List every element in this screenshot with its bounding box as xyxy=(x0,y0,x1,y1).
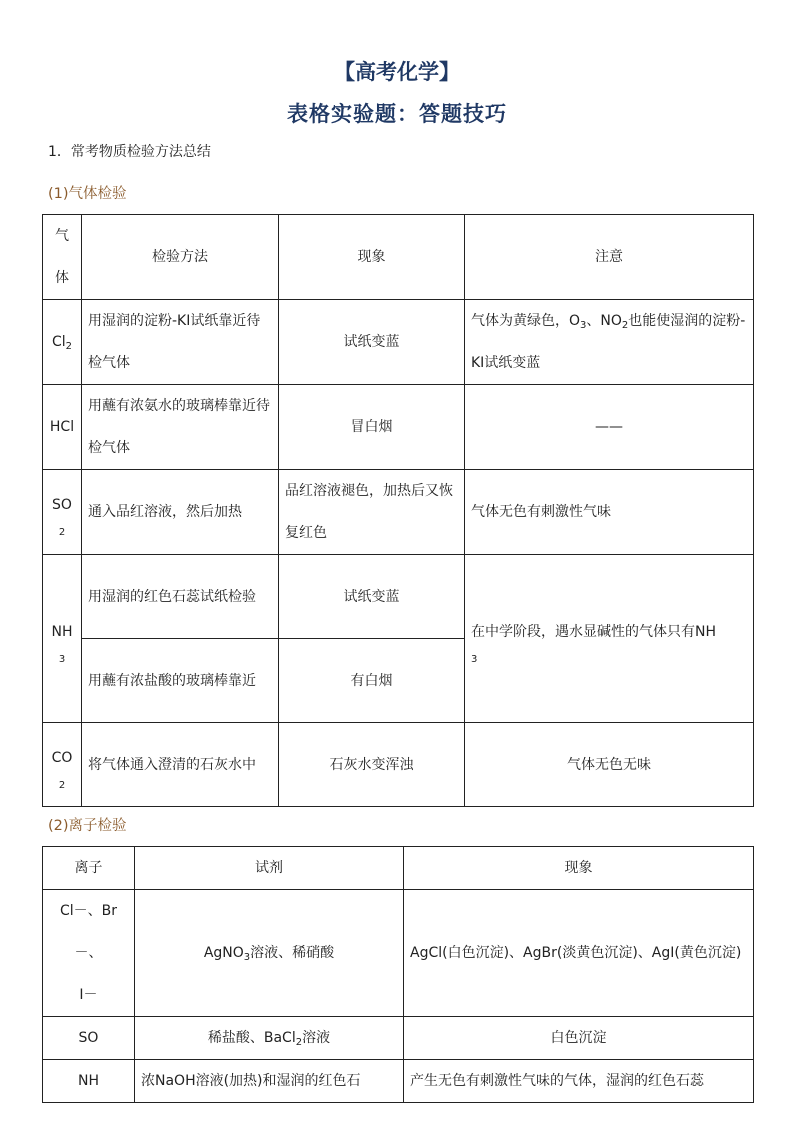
reagent-so4: 稀盐酸、BaCl$_2$溶液 xyxy=(135,1017,404,1060)
ion-test-table xyxy=(42,846,754,1103)
table-row xyxy=(43,890,754,1017)
table-row xyxy=(43,1060,754,1103)
ion-so4: SO xyxy=(43,1017,135,1060)
header-gas: 气 体 xyxy=(43,215,82,300)
method-cl2: 用湿润的淀粉-KI试纸靠近待检气体 xyxy=(82,300,279,385)
ion-nh4: NH xyxy=(43,1060,135,1103)
intro-heading: 1．常考物质检验方法总结 xyxy=(48,144,211,160)
table-row xyxy=(43,1017,754,1060)
note-nh3: 在中学阶段，遇水显碱性的气体只有NH 3 xyxy=(465,555,754,723)
table-header-row xyxy=(43,847,754,890)
header-phenomenon: 现象 xyxy=(279,215,465,300)
phenomenon-so4: 白色沉淀 xyxy=(404,1017,754,1060)
phenomenon-hcl: 冒白烟 xyxy=(279,385,465,470)
phenomenon-nh3-b: 有白烟 xyxy=(279,639,465,723)
ion-halide: Cl－、Br－、 I－ xyxy=(43,890,135,1017)
phenomenon-cl2: 试纸变蓝 xyxy=(279,300,465,385)
gas-section-heading: (1)气体检验 xyxy=(48,186,127,202)
method-co2: 将气体通入澄清的石灰水中 xyxy=(82,723,279,807)
header-note: 注意 xyxy=(465,215,754,300)
document-title: 【高考化学】 xyxy=(334,59,460,84)
header-method: 检验方法 xyxy=(82,215,279,300)
table-row xyxy=(43,300,754,385)
reagent-nh4: 浓NaOH溶液(加热)和湿润的红色石 xyxy=(135,1060,404,1103)
document-subtitle: 表格实验题：答题技巧 xyxy=(287,101,507,126)
header-ion: 离子 xyxy=(43,847,135,890)
gas-test-table xyxy=(42,214,754,807)
gas-nh3: NH 3 xyxy=(43,555,82,723)
method-nh3-b: 用蘸有浓盐酸的玻璃棒靠近 xyxy=(82,639,279,723)
phenomenon-nh3-a: 试纸变蓝 xyxy=(279,555,465,639)
gas-so2: SO 2 xyxy=(43,470,82,555)
table-row xyxy=(43,470,754,555)
header-reagent: 试剂 xyxy=(135,847,404,890)
method-so2: 通入品红溶液，然后加热 xyxy=(82,470,279,555)
note-hcl: —— xyxy=(465,385,754,470)
ion-section-heading: (2)离子检验 xyxy=(48,818,127,834)
header-ion-phenomenon: 现象 xyxy=(404,847,754,890)
phenomenon-nh4: 产生无色有刺激性气味的气体，湿润的红色石蕊 xyxy=(404,1060,754,1103)
note-cl2: 气体为黄绿色，$O_3$、$NO_2$也能使湿润的淀粉-KI试纸变蓝 xyxy=(465,300,754,385)
table-row xyxy=(43,555,754,639)
phenomenon-halide: AgCl(白色沉淀)、AgBr(淡黄色沉淀)、AgI(黄色沉淀) xyxy=(404,890,754,1017)
gas-co2: CO 2 xyxy=(43,723,82,807)
gas-cl2: $Cl_2$ xyxy=(43,300,82,385)
method-hcl: 用蘸有浓氨水的玻璃棒靠近待检气体 xyxy=(82,385,279,470)
gas-hcl: HCl xyxy=(43,385,82,470)
table-row xyxy=(43,385,754,470)
method-nh3-a: 用湿润的红色石蕊试纸检验 xyxy=(82,555,279,639)
note-so2: 气体无色有刺激性气味 xyxy=(465,470,754,555)
phenomenon-co2: 石灰水变浑浊 xyxy=(279,723,465,807)
phenomenon-so2: 品红溶液褪色，加热后又恢复红色 xyxy=(279,470,465,555)
note-co2: 气体无色无味 xyxy=(465,723,754,807)
reagent-halide: AgNO$_3$溶液、稀硝酸 xyxy=(135,890,404,1017)
table-header-row xyxy=(43,215,754,300)
table-row xyxy=(43,723,754,807)
